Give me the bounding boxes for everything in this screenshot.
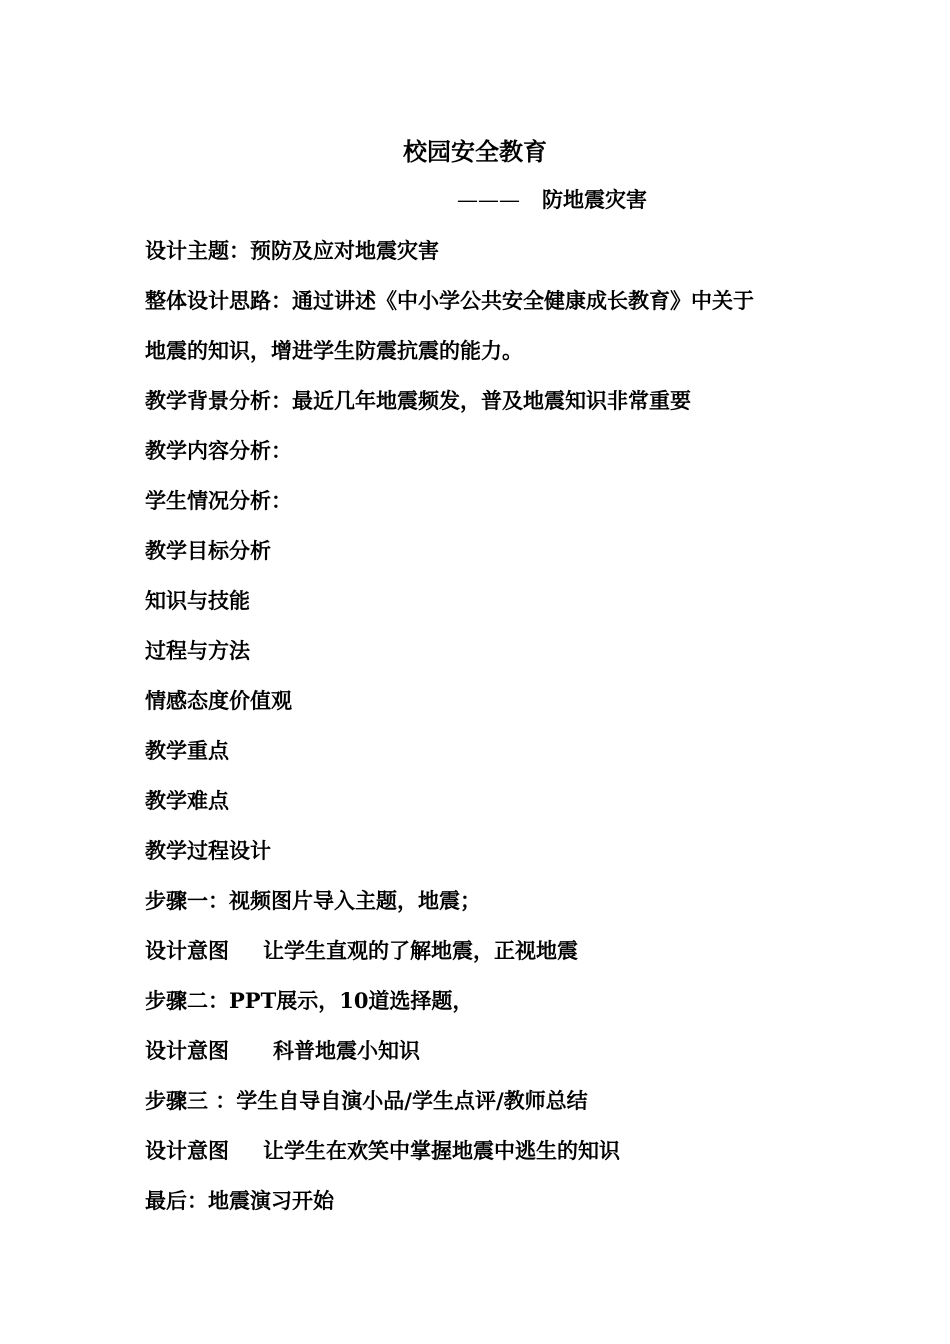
line-attitude-values: 情感态度价值观 — [145, 688, 292, 713]
line-process-design: 教学过程设计 — [145, 838, 271, 863]
line-step-1: 步骤一：视频图片导入主题，地震； — [145, 888, 481, 913]
line-design-intent-2 — [145, 1031, 825, 1081]
design-intent-label: 设计意图 — [145, 1138, 229, 1163]
design-intent-text: 让学生在欢笑中掌握地震中逃生的知识 — [263, 1138, 620, 1163]
document-subtitle — [457, 184, 647, 216]
line-design-approach: 整体设计思路：通过讲述《中小学公共安全健康成长教育》中关于 — [145, 288, 754, 313]
line-content-analysis: 教学内容分析： — [145, 438, 292, 463]
line-design-intent-1 — [145, 931, 825, 981]
line-key-points: 教学重点 — [145, 738, 229, 763]
line-step-2: 步骤二：PPT展示，10道选择题， — [145, 988, 474, 1013]
line-design-intent-3 — [145, 1131, 825, 1181]
document-title: 校园安全教育 — [403, 137, 547, 166]
line-goal-analysis: 教学目标分析 — [145, 538, 271, 563]
line-step-3: 步骤三 ：学生自导自演小品/学生点评/教师总结 — [145, 1088, 588, 1113]
line-design-approach-cont: 地震的知识，增进学生防震抗震的能力。 — [145, 338, 523, 363]
design-intent-text: 科普地震小知识 — [273, 1038, 420, 1063]
document-body — [145, 231, 825, 1231]
line-design-theme: 设计主题：预防及应对地震灾害 — [145, 238, 439, 263]
line-knowledge-skills: 知识与技能 — [145, 588, 250, 613]
design-intent-label: 设计意图 — [145, 938, 229, 963]
design-intent-text: 让学生直观的了解地震，正视地震 — [263, 938, 578, 963]
line-difficult-points: 教学难点 — [145, 788, 229, 813]
design-intent-label: 设计意图 — [145, 1038, 229, 1063]
subtitle-dash: ——— — [457, 188, 520, 212]
line-final: 最后：地震演习开始 — [145, 1188, 334, 1213]
line-background-analysis: 教学背景分析：最近几年地震频发，普及地震知识非常重要 — [145, 388, 691, 413]
subtitle-text: 防地震灾害 — [542, 187, 647, 212]
line-process-methods: 过程与方法 — [145, 638, 250, 663]
line-student-analysis: 学生情况分析： — [145, 488, 292, 513]
